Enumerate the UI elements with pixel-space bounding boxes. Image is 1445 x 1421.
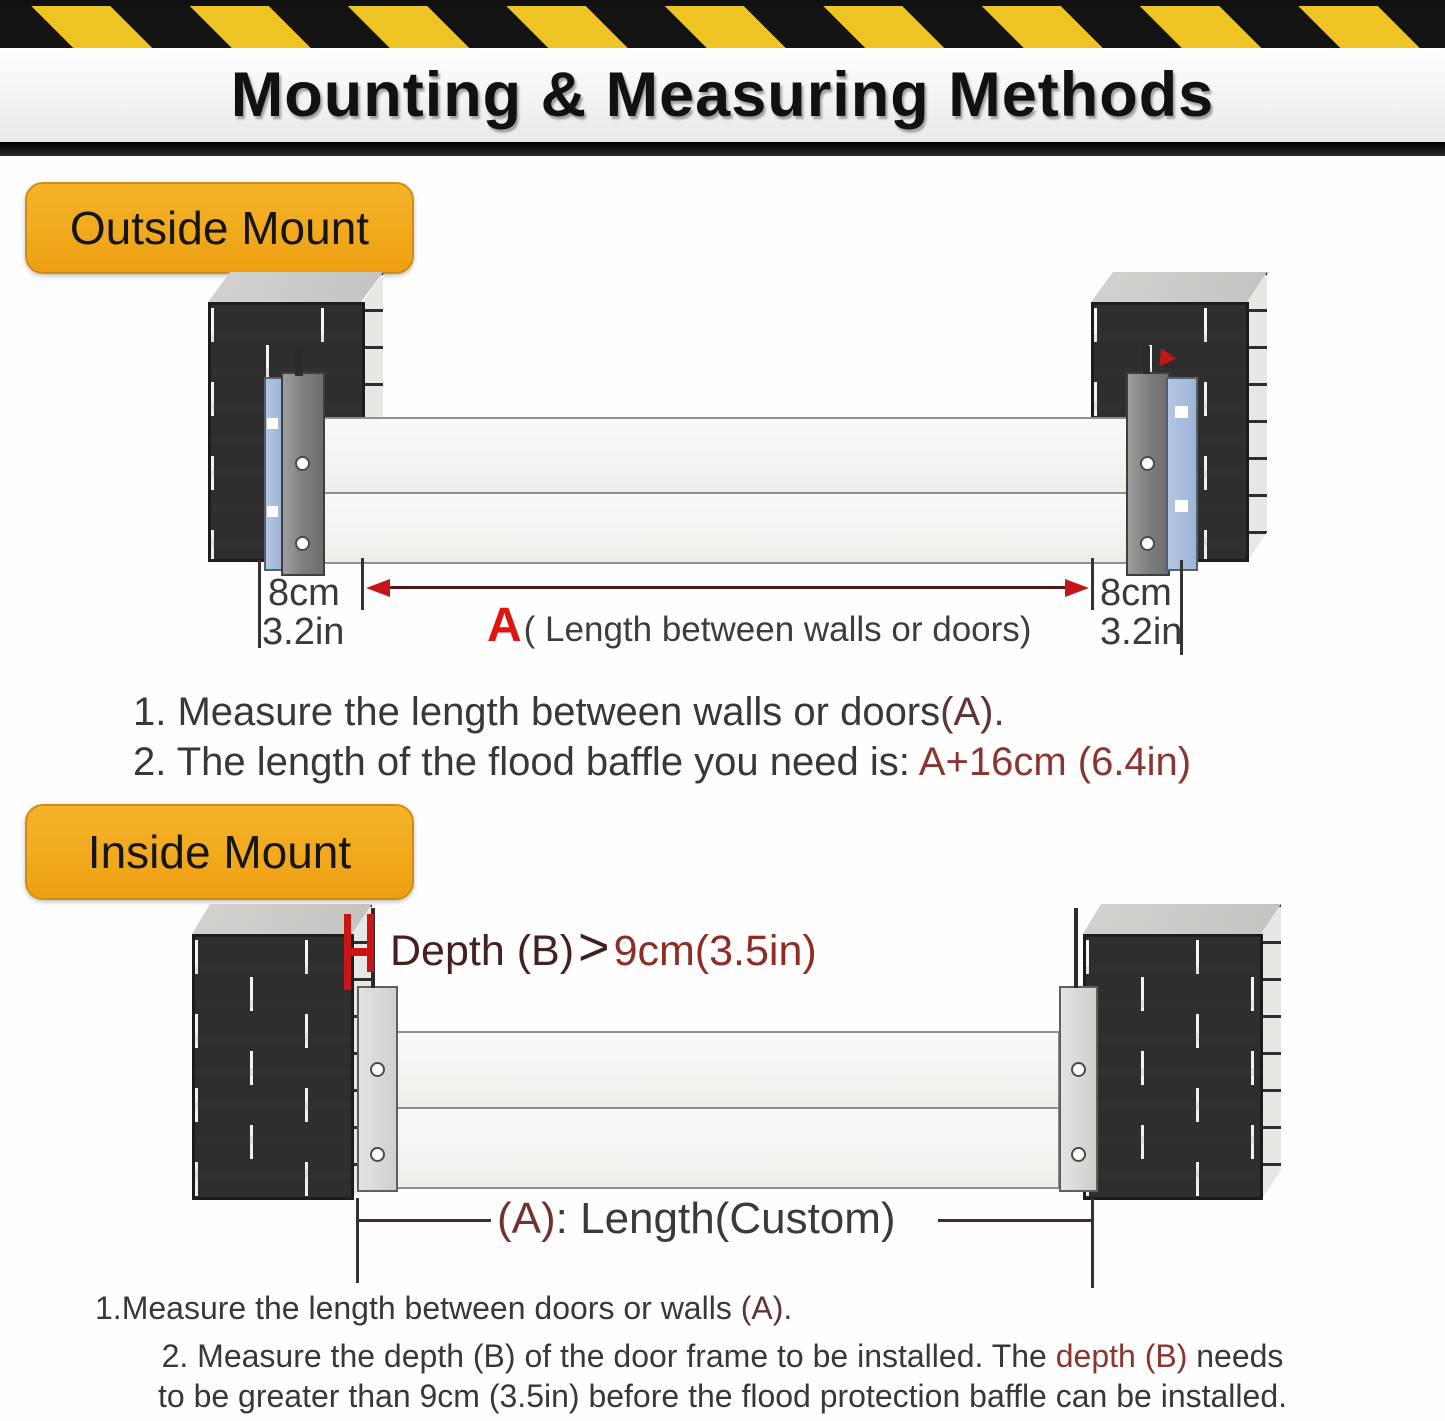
flood-baffle-board-bottom xyxy=(322,492,1130,564)
length-label xyxy=(497,1194,896,1244)
right-pillar-front-face xyxy=(1083,934,1263,1200)
depth-marker-bar xyxy=(367,914,374,972)
label-left-in: 3.2in xyxy=(262,611,345,653)
page-title: Mounting & Measuring Methods xyxy=(230,60,1215,130)
screw-hole xyxy=(295,536,310,551)
screw-hole xyxy=(370,1062,385,1077)
inside-step-1 xyxy=(95,1290,792,1327)
outside-mount-badge xyxy=(25,182,414,274)
right-pillar-top-face xyxy=(1083,904,1281,934)
dimension-tick xyxy=(1091,558,1094,610)
inside-step-2-post: needs xyxy=(1187,1338,1284,1374)
depth-label-value: 9cm(3.5in) xyxy=(613,927,817,975)
outside-step-2-text: 2. The length of the flood baffle you need is: xyxy=(133,740,919,784)
inside-mount-badge-label: Inside Mount xyxy=(87,826,352,878)
inside-mount-badge xyxy=(25,804,414,900)
arrowhead-left-icon xyxy=(366,579,390,597)
screw-hole xyxy=(1071,1062,1086,1077)
dimension-arrow-line xyxy=(380,586,1072,589)
screw-hole xyxy=(295,456,310,471)
outside-step-2-formula: A+16cm (6.4in) xyxy=(918,740,1192,784)
inside-step-1-ref: (A). xyxy=(740,1290,793,1326)
right-pillar-side-face xyxy=(1247,272,1267,562)
outside-mount-badge-label: Outside Mount xyxy=(69,202,370,254)
greater-than-symbol: > xyxy=(578,917,610,977)
mounting-pin xyxy=(295,348,303,376)
dimension-tick xyxy=(361,558,364,610)
label-right-cm: 8cm xyxy=(1100,572,1172,614)
channel-mark xyxy=(267,506,278,517)
inside-step-2 xyxy=(0,1336,1445,1416)
inside-step-2-text: 2. Measure the depth (B) of the door frame to be installed. The xyxy=(161,1338,1056,1374)
outside-step-2 xyxy=(133,740,1191,785)
inside-step-2-ref: depth (B) xyxy=(1055,1338,1188,1374)
label-right-in: 3.2in xyxy=(1100,611,1183,653)
inside-step-2-line2: to be greater than 9cm (3.5in) before the flood protection baffle can be installed. xyxy=(157,1378,1287,1414)
screw-hole xyxy=(1140,536,1155,551)
dimension-line-right xyxy=(938,1219,1093,1222)
arrowhead-right-icon xyxy=(1065,579,1089,597)
screw-hole xyxy=(1140,456,1155,471)
channel-mark xyxy=(267,418,278,429)
outside-step-1-ref: (A). xyxy=(940,690,1005,734)
left-pillar-top-face xyxy=(208,272,383,302)
channel-mark xyxy=(1175,500,1188,512)
screw-hole xyxy=(1071,1147,1086,1162)
hazard-stripe-band xyxy=(0,0,1445,54)
channel-mark xyxy=(1175,406,1188,418)
measure-a-label xyxy=(487,599,1032,652)
length-label-a: (A) xyxy=(497,1194,556,1243)
measure-a-text: ( Length between walls or doors) xyxy=(523,610,1032,649)
inside-step-2-line1 xyxy=(0,1336,1445,1376)
dimension-line-left xyxy=(359,1219,491,1222)
flood-baffle-board-top xyxy=(322,417,1130,496)
outside-step-1-text: 1. Measure the length between walls or doors xyxy=(133,690,941,734)
right-pillar-side-face xyxy=(1261,904,1281,1200)
mounting-pin xyxy=(1143,346,1150,374)
flood-baffle-board-bottom xyxy=(394,1107,1060,1189)
left-pillar-front-face xyxy=(192,934,354,1200)
inside-step-1-text: 1.Measure the length between doors or walls xyxy=(95,1290,741,1326)
mounting-pin xyxy=(1074,908,1078,988)
depth-label xyxy=(390,916,817,978)
flood-baffle-board-top xyxy=(394,1031,1060,1111)
dimension-tick xyxy=(258,560,261,648)
dimension-tick xyxy=(356,1198,359,1283)
screw-hole xyxy=(370,1147,385,1162)
depth-marker-crossbar xyxy=(344,948,374,956)
depth-label-text: Depth (B) xyxy=(390,927,575,975)
header-black-bar xyxy=(0,142,1445,156)
measure-a-letter: A xyxy=(487,599,522,652)
length-label-text: : Length(Custom) xyxy=(555,1194,896,1243)
outside-step-1 xyxy=(133,690,1005,735)
right-pillar-top-face xyxy=(1091,272,1269,302)
label-left-cm: 8cm xyxy=(268,572,340,614)
dimension-tick xyxy=(1091,1198,1094,1288)
title-band xyxy=(0,48,1445,142)
